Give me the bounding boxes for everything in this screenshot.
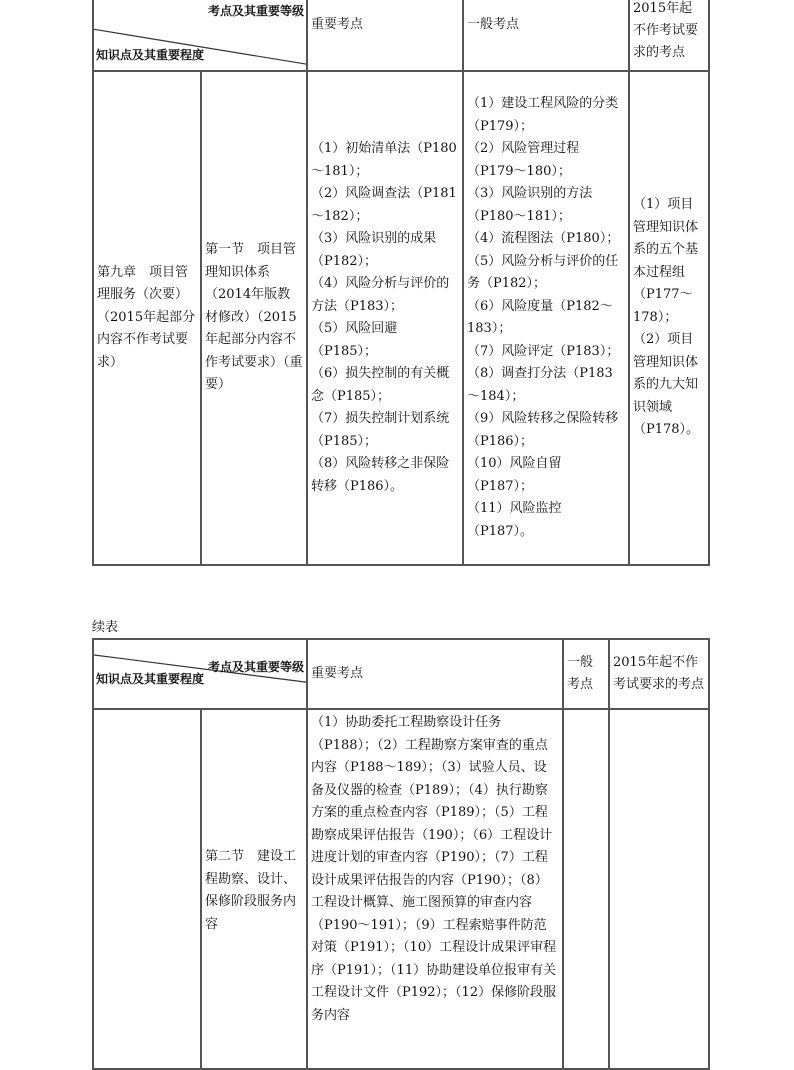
chapter-cell	[93, 709, 201, 1069]
list-item: （5）风险回避（P185）；	[311, 321, 398, 359]
list-item: （11）风险监控（P187）。	[467, 501, 562, 539]
list-item: （5）风险分析与评价的任务（P182）；	[467, 253, 619, 291]
diag-bottom-label: 知识点及其重要程度	[96, 671, 205, 686]
list-item: （1）项目管理知识体系的五个基本过程组（P177～178）；	[633, 197, 699, 325]
table-header-row	[93, 0, 709, 71]
diagonal-header-cell	[93, 639, 307, 709]
section-cell: 第一节 项目管理知识体系（2014年版教材修改）（2015年起部分内容不作考试要求）（重要）	[201, 71, 307, 565]
list-item: （1）建设工程风险的分类（P179）；	[467, 96, 619, 134]
section-cell: 第二节 建设工程勘察、设计、保修阶段服务内容	[201, 709, 307, 1069]
general-points-cell	[563, 709, 609, 1069]
diag-bottom-label: 知识点及其重要程度	[96, 47, 205, 62]
list-item: （4）风险分析与评价的方法（P183）；	[311, 276, 450, 314]
chapter-cell: 第九章 项目管理服务（次要）（2015年起部分内容不作考试要求）	[93, 71, 201, 565]
list-item: （2）风险管理过程（P179～180）；	[467, 141, 580, 179]
header-general: 一般考点	[463, 0, 629, 71]
list-item: （4）流程图法（P180）；	[467, 231, 620, 246]
diag-top-label: 考点及其重要等级	[207, 4, 304, 18]
list-item: （1）初始清单法（P180～181）；	[311, 141, 457, 179]
list-item: （10）风险自留（P187）；	[467, 456, 562, 494]
header-important: 重要考点	[307, 0, 463, 71]
exam-points-table	[92, 0, 710, 566]
list-item: （2）项目管理知识体系的九大知识领域（P178）。	[633, 332, 700, 438]
list-item: （6）风险度量（P182～183）；	[467, 298, 613, 336]
header-not-required: 2015年起不作考试要求的考点	[609, 639, 709, 709]
list-item: （6）损失控制的有关概念（P185）；	[311, 366, 450, 404]
general-points-cell	[463, 71, 629, 565]
list-item: （3）风险识别的方法（P180～181）；	[467, 186, 593, 224]
header-general: 一般考点	[563, 639, 609, 709]
list-item: （7）损失控制计划系统（P185）；	[311, 411, 450, 449]
important-points-cell: （1）协助委托工程勘察设计任务（P188）；（2）工程勘察方案审查的重点内容（P188～189）；（3）试验人员、设备及仪器的检查（P189）；（4）执行勘察方案的重点检查内容（P189）；（5）工程勘察成果评估报告（190）；（6）工程设计进度计划的审查内容（P190）；（7）工程设计成果评估报告的内容（P190）；（8）工程设计概算、施工图预算的审查内容（P190～191）；（9）工程索赔事件防范对策（P191）；（10）工程设计成果评审程序（P191）；（11）协助建设单位报审有关工程设计文件（P192）；（12）保修阶段服务内容	[307, 709, 563, 1069]
table-row	[93, 71, 709, 565]
header-important: 重要考点	[307, 639, 563, 709]
list-item: （2）风险调查法（P181～182）；	[311, 186, 457, 224]
diag-top-label: 考点及其重要等级	[207, 660, 304, 674]
list-item: （7）风险评定（P183）；	[467, 343, 620, 359]
list-item: （8）调查打分法（P183～184）；	[467, 366, 613, 404]
list-item: （9）风险转移之保险转移（P186）；	[467, 411, 619, 449]
exam-points-table-continued	[92, 638, 710, 1070]
table-row	[93, 709, 709, 1069]
diagonal-header-cell	[93, 0, 307, 71]
list-item: （8）风险转移之非保险转移（P186）。	[311, 456, 450, 494]
header-not-required: 2015年起不作考试要求的考点	[629, 0, 709, 71]
not-required-points-cell	[629, 71, 709, 565]
important-points-cell	[307, 71, 463, 565]
list-item: （3）风险识别的成果（P182）；	[311, 231, 437, 269]
not-required-points-cell	[609, 709, 709, 1069]
continued-caption: 续表	[92, 620, 119, 635]
table-header-row	[93, 639, 709, 709]
